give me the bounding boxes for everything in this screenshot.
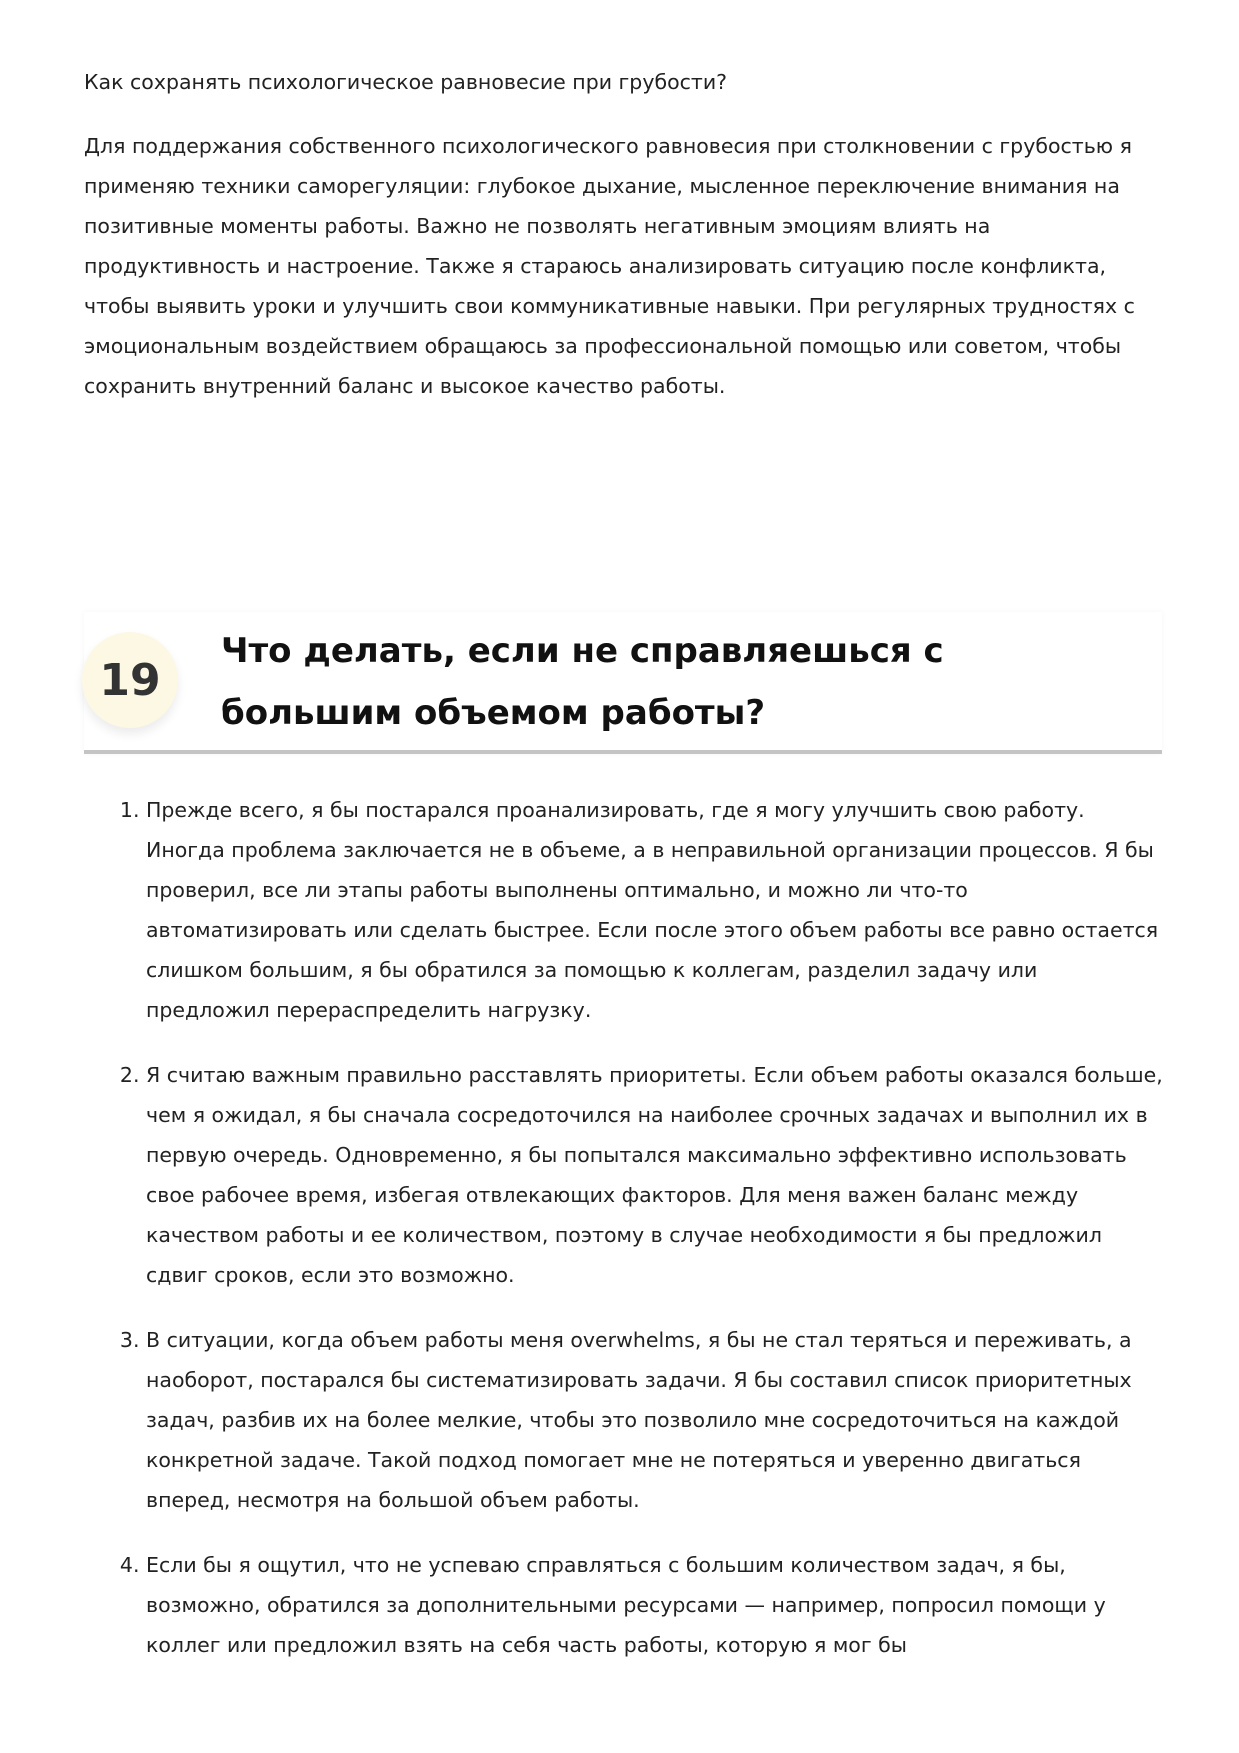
section-title: Что делать, если не справляешься с большим объемом работы? <box>221 631 944 733</box>
answer-paragraph: Для поддержания собственного психологического равновесия при столкновении с грубостью я применяю техники саморегуляции: глубокое дыхание, мысленное переключение внимания на позитивные моменты работы. Важно не позволять негативным эмоциям влиять на продуктивность и настроение. Также я стараюсь анализировать ситуацию после конфликта, чтобы выявить уроки и улучшить свои коммуникативные навыки. При регулярных трудностях с эмоциональным воздействием обращаюсь за профессиональной помощью или советом, чтобы сохранить внутренний баланс и высокое качество работы. <box>84 134 1135 398</box>
section-number-badge: 19 <box>82 632 178 728</box>
list-item: 4. Если бы я ощутил, что не успеваю справляться с большим количеством задач, я бы, возможно, обратился за дополнительными ресурсами — например, попросил помощи у коллег или предложил взять на себя часть работы, которую я мог бы <box>146 1545 1166 1665</box>
list-item: 3. В ситуации, когда объем работы меня overwhelms, я бы не стал теряться и переживать, а наоборот, постарался бы систематизировать задачи. Я бы составил список приоритетных задач, разбив их на более мелкие, чтобы это позволило мне сосредоточиться на каждой конкретной задаче. Такой подход помогает мне не потеряться и уверенно двигаться вперед, несмотря на большой объем работы. <box>146 1320 1166 1520</box>
list-item: 1. Прежде всего, я бы постарался проанализировать, где я могу улучшить свою работу. Иногда проблема заключается не в объеме, а в неправильной организации процессов. Я бы проверил, все ли этапы работы выполнены оптимально, и можно ли что-то автоматизировать или сделать быстрее. Если после этого объем работы все равно остается слишком большим, я бы обратился за помощью к коллегам, разделил задачу или предложил перераспределить нагрузку. <box>146 790 1166 1030</box>
answer-list <box>146 790 1166 1690</box>
list-item: 2. Я считаю важным правильно расставлять приоритеты. Если объем работы оказался больше, чем я ожидал, я бы сначала сосредоточился на наиболее срочных задачах и выполнил их в первую очередь. Одновременно, я бы попытался максимально эффективно использовать свое рабочее время, избегая отвлекающих факторов. Для меня важен баланс между качеством работы и ее количеством, поэтому в случае необходимости я бы предложил сдвиг сроков, если это возможно. <box>146 1055 1166 1295</box>
question-text: Как сохранять психологическое равновесие при грубости? <box>84 70 728 94</box>
